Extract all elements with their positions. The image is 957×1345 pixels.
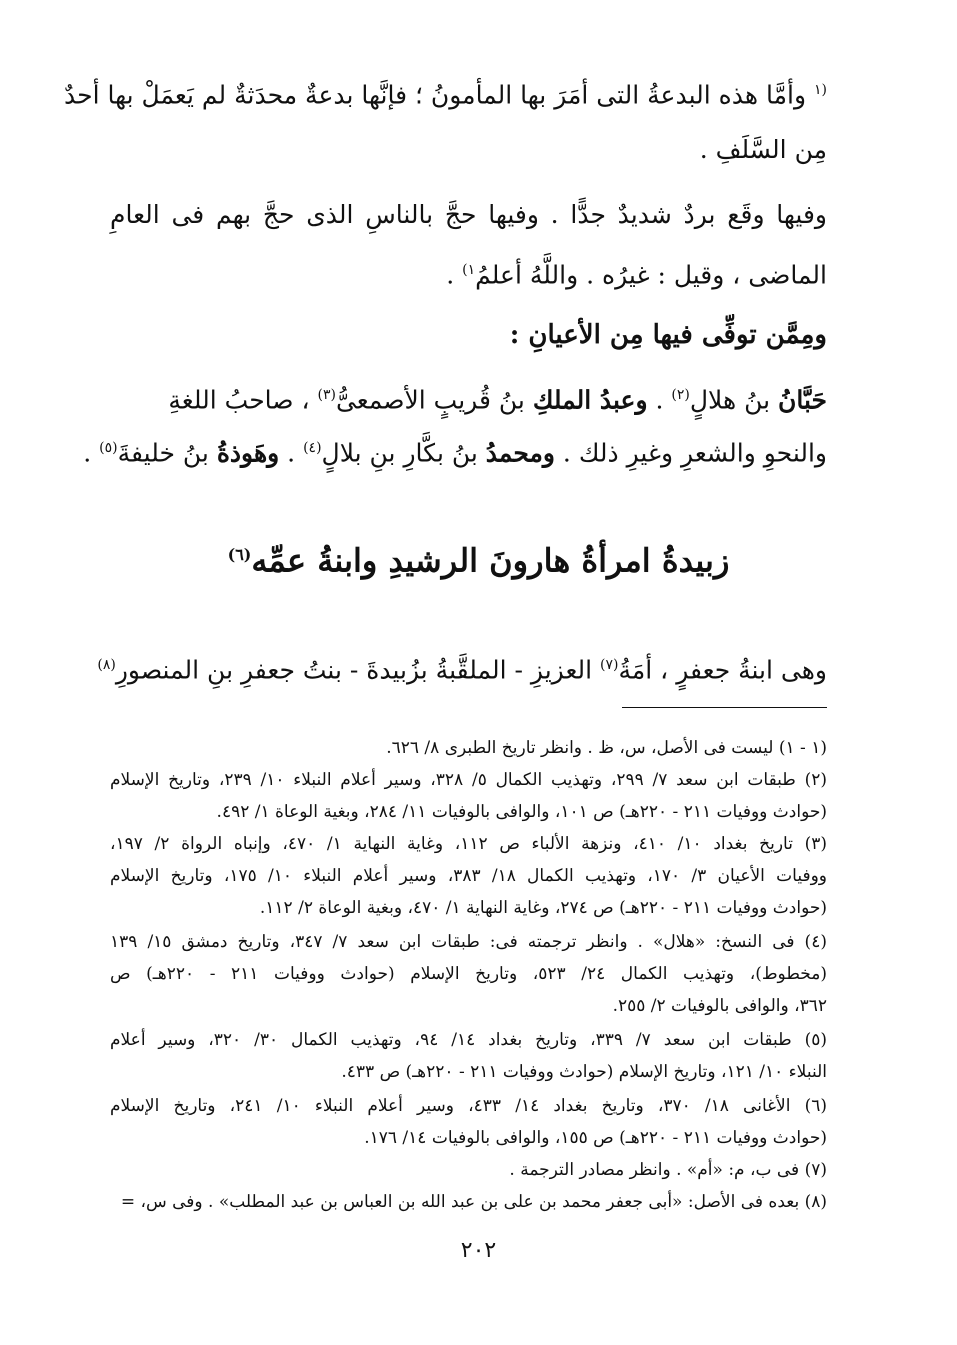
person-name: وعبدُ الملكِ: [532, 385, 648, 415]
footnote-line: (٥) طبقات ابن سعد ٧/ ٣٣٩، وتاريخ بغداد ١٤/ ٩٤، وتهذيب الكمال ٣٠/ ٣٢٠، وسير أعلام: [110, 1030, 828, 1050]
body-line-6: [83, 428, 827, 468]
page-number: ٢٠٢: [460, 1238, 497, 1263]
footnote-line: (٣) تاريخ بغداد ١٠/ ٤١٠، ونزهة الألباء ص ١١٢، وغاية النهاية ١/ ٤٧٠، وإنباه الرواة ٢/ ١٩٧،: [110, 834, 828, 854]
footnote-ref-6: (٦): [227, 545, 252, 564]
footnote-ref-1: (١: [814, 82, 827, 98]
footnote-ref-5: (٥): [99, 440, 118, 456]
person-name: وهَوذةُ: [216, 438, 280, 468]
footnote-line: (حوادث ووفيات ٢١١ - ٢٢٠هـ) ص ١٠١، والوافى بالوفيات ١١/ ٢٨٤، وبغية الوعاة ١/ ٤٩٢.: [216, 802, 827, 822]
chapter-title-text: زبيدةُ امرأةُ هارونَ الرشيدِ وابنةُ عمِّه: [251, 541, 730, 580]
body-line-7: [97, 645, 827, 685]
body-text: وأمَّا هذه البدعةُ التى أمَرَ بها المأمونُ ؛ فإنَّها بدعةٌ محدَثةٌ لم يَعمَلْ بها أحدٌ: [64, 80, 807, 110]
footnote-ref-1-end: ١): [462, 262, 476, 278]
footnote-line: (حوادث ووفيات ٢١١ - ٢٢٠هـ) ص ٢٧٤، وغاية النهاية ١/ ٤٧٠، وبغية الوعاة ٢/ ١١٢.: [259, 898, 827, 918]
body-text: ، صاحبُ اللغةِ: [168, 385, 318, 415]
body-line-1: [64, 70, 827, 110]
footnote-line: ووفيات الأعيان ٣/ ١٧٠، وتهذيب الكمال ١٨/ ٣٨٣، وسير أعلام النبلاء ١٠/ ١٧٥، وتاريخ الإسلام: [110, 866, 827, 886]
footnote-ref-8: (٨): [97, 657, 116, 673]
footnote-ref-7: (٧): [600, 657, 619, 673]
footnote-ref-3: (٣): [317, 387, 336, 403]
body-line-5: [110, 375, 827, 415]
body-text: الماضى ، وقيل : غيرُه . واللَّهُ أعلمُ: [475, 260, 827, 290]
person-name: ومحمدُ: [485, 438, 555, 468]
body-text: والنحوِ والشعرِ وغيرِ ذلك .: [554, 438, 827, 468]
body-text-end: .: [83, 438, 100, 468]
body-text: وهى ابنةُ جعفرٍ ، أمَةُ: [618, 655, 827, 685]
body-line-4: [110, 250, 827, 290]
footnote-line: (مخطوط)، وتهذيب الكمال ٢٤/ ٥٢٣، وتاريخ الإسلام (حوادث ووفيات ٢١١ - ٢٢٠هـ) ص: [110, 964, 827, 984]
body-line-2: مِن السَّلَفِ .: [699, 135, 827, 164]
separator: .: [647, 385, 672, 415]
separator: .: [279, 438, 304, 468]
footnote-ref-2: (٢): [671, 387, 690, 403]
footnote-line: (٦) الأغانى ١٨/ ٣٧٠، وتاريخ بغداد ١٤/ ٤٣٣، وسير أعلام النبلاء ١٠/ ٢٤١، وتاريخ الإسلام: [110, 1096, 828, 1116]
footnote-ref-4: (٤): [303, 440, 322, 456]
footnote-line: (٢) طبقات ابن سعد ٧/ ٢٩٩، وتهذيب الكمال ٥/ ٣٢٨، وسير أعلام النبلاء ١٠/ ٢٣٩، وتاريخ الإسلام: [110, 770, 827, 790]
footnote-line: (١ - ١) ليست فى الأصل، س، ظ . وانظر تاريخ الطبرى ٨/ ٦٢٦.: [386, 738, 827, 758]
footnote-line: (٨) بعده فى الأصل: «أبى جعفر محمد بن على بن عبد الله بن العباس بن عبد المطلب» . وفى س، =: [120, 1192, 827, 1212]
footnote-line: (حوادث ووفيات ٢١١ - ٢٢٠هـ) ص ١٥٥، والوافى بالوفيات ١٤/ ١٧٦.: [364, 1128, 827, 1148]
body-text-end: .: [446, 260, 463, 290]
footnote-line: (٤) فى النسخ: «هلال» . وانظر ترجمته فى: طبقات ابن سعد ٧/ ٣٤٧، وتاريخ دمشق ١٥/ ١٣٩: [110, 932, 827, 952]
person-name: حَبَّانُ: [778, 385, 827, 415]
body-text: بنُ هلالٍ: [689, 385, 779, 415]
body-text: بنُ بكَّارِ بنِ بلالٍ: [321, 438, 486, 468]
footnote-line: النبلاء ١٠/ ١٢١، وتاريخ الإسلام (حوادث ووفيات ٢١١ - ٢٢٠هـ) ص ٤٣٣.: [341, 1062, 827, 1082]
body-text: بنُ قُريبٍ الأصمعىُّ: [335, 385, 533, 415]
body-text: العزيزِ - الملقَّبةُ بزُبيدةَ - بنتُ جعفرِ بنِ المنصورِ: [115, 655, 601, 685]
section-heading: ومِمَّن توفِّى فيها مِن الأعيانِ :: [509, 320, 827, 350]
footnote-line: (٧) فى ب، م: «أم» . وانظر مصادر الترجمة .: [509, 1160, 827, 1180]
chapter-title: [110, 525, 847, 585]
footnote-line: ٣٦٢، والوافى بالوفيات ٢/ ٢٥٥.: [612, 996, 827, 1016]
footnote-separator: [622, 707, 827, 708]
body-text: بنُ خليفةَ: [117, 438, 217, 468]
body-line-3: وفيها وقَع بردٌ شديدٌ جدًّا . وفيها حجَّ بالناسِ الذى حجَّ بهم فى العامِ: [110, 200, 827, 229]
